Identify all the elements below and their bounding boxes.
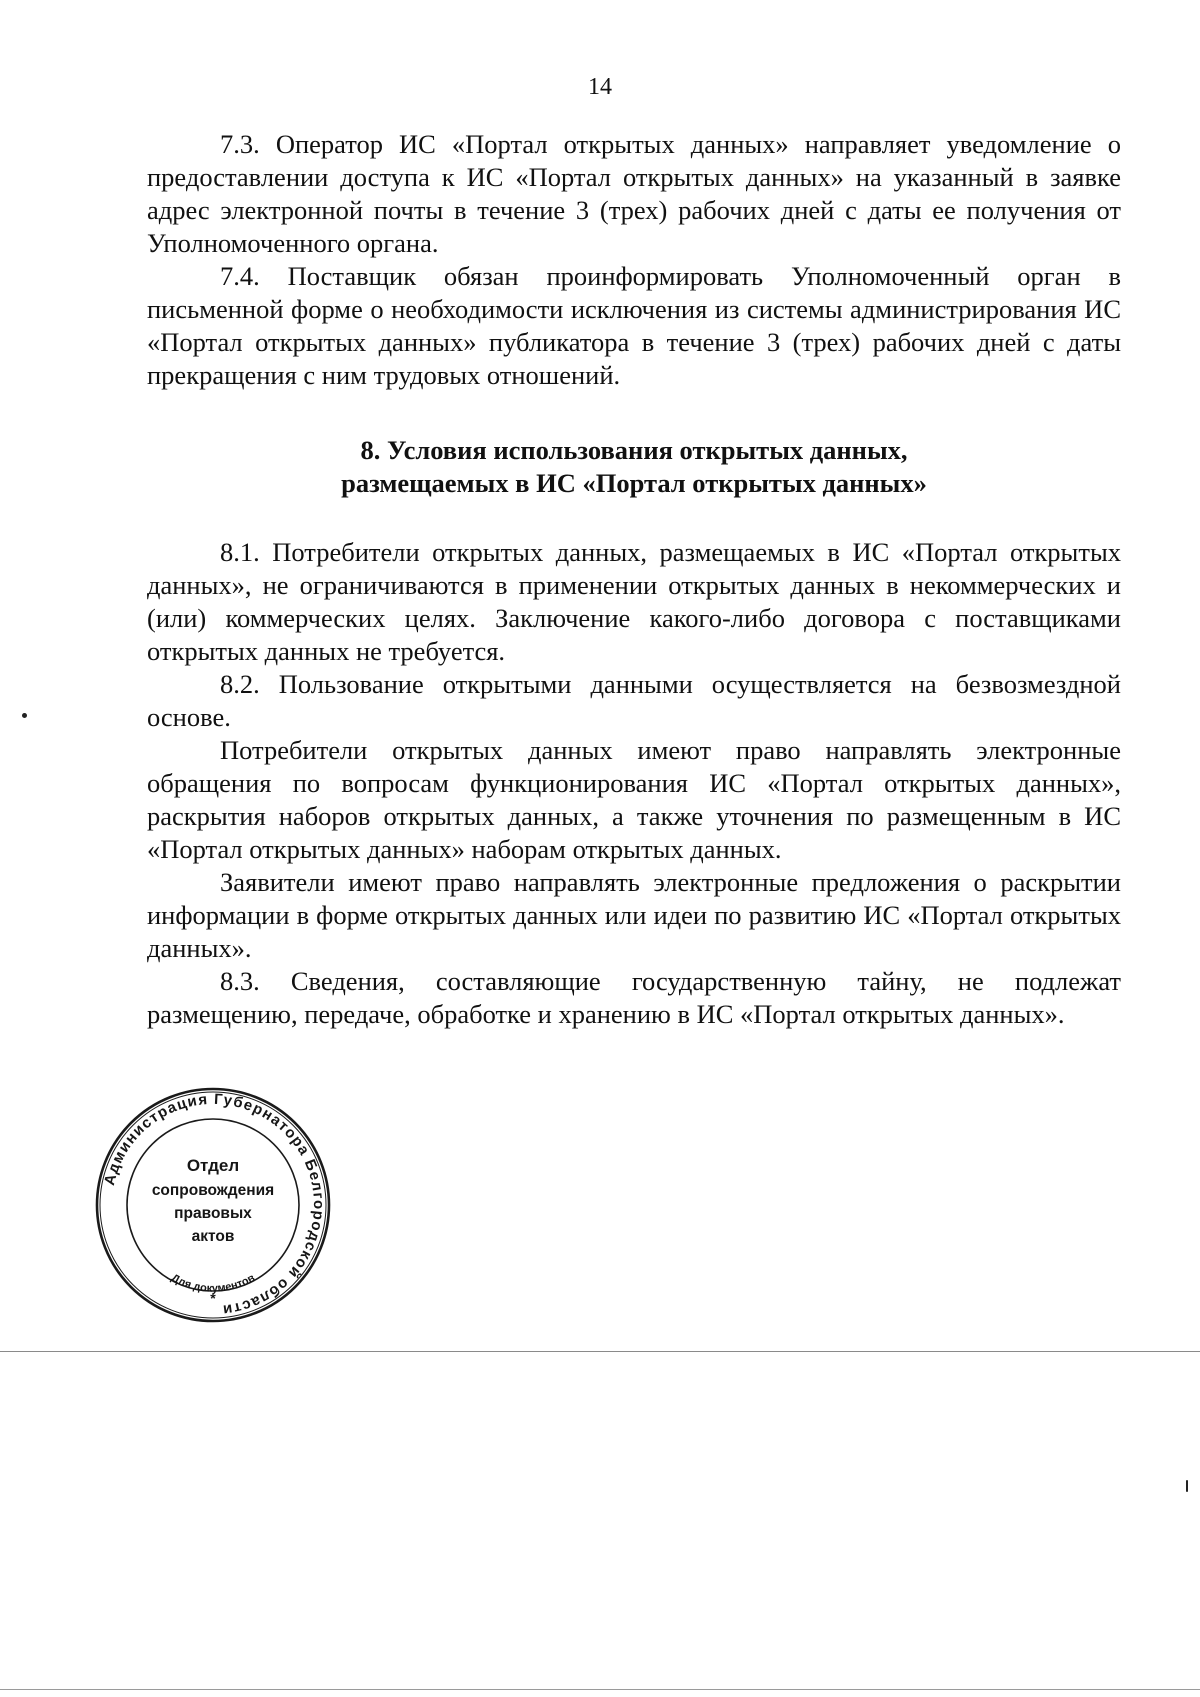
stamp-center-line-4: актов	[191, 1228, 235, 1245]
paragraph-7-3: 7.3. Оператор ИС «Портал открытых данных» направляет уведомление о предоставлении доступа к ИС «Портал открытых данных» на указанный в заявке адрес электронной почты в течение 3 (трех) рабочих дней с даты ее получения от Уполномоченного органа.	[147, 129, 1121, 258]
paragraph-8-3: 8.3. Сведения, составляющие государственную тайну, не подлежат размещению, передаче, обработке и хранению в ИС «Портал открытых данных».	[147, 966, 1121, 1029]
page-number: 14	[588, 74, 612, 100]
paragraph-applicants-rights: Заявители имеют право направлять электронные предложения о раскрытии информации в форме открытых данных или идеи по развитию ИС «Портал открытых данных».	[147, 867, 1121, 963]
paragraph-consumers-rights: Потребители открытых данных имеют право направлять электронные обращения по вопросам функционирования ИС «Портал открытых данных», раскрытия наборов открытых данных, а также уточнения по размещенным в ИС «Портал открытых данных» наборам открытых данных.	[147, 735, 1121, 864]
stamp-outer-text: Администрация Губернатора Белгородской области	[100, 1090, 328, 1319]
official-stamp	[93, 1085, 333, 1325]
stamp-center-line-1: Отдел	[186, 1156, 240, 1175]
section-heading-line-1: 8. Условия использования открытых данных,	[360, 435, 908, 465]
section-heading	[147, 434, 1121, 500]
scan-artifact-mark	[1186, 1480, 1188, 1492]
scan-divider-line	[0, 1351, 1200, 1352]
paragraph-8-1: 8.1. Потребители открытых данных, размещаемых в ИС «Портал открытых данных», не ограничиваются в применении открытых данных в некоммерческих и (или) коммерческих целях. Заключение какого-либо договора с поставщиками открытых данных не требуется.	[147, 537, 1121, 666]
scan-bottom-line	[0, 1689, 1200, 1690]
stamp-bottom-text: Для документов	[169, 1272, 257, 1295]
paragraph-7-4: 7.4. Поставщик обязан проинформировать Уполномоченный орган в письменной форме о необходимости исключения из системы администрирования ИС «Портал открытых данных» публикатора в течение 3 (трех) рабочих дней с даты прекращения с ним трудовых отношений.	[147, 261, 1121, 390]
document-body	[147, 128, 1121, 1031]
stamp-center-line-3: правовых	[174, 1205, 252, 1222]
scan-artifact-dot	[22, 713, 27, 718]
section-heading-line-2: размещаемых в ИС «Портал открытых данных»	[341, 468, 927, 498]
stamp-center-line-2: сопровождения	[151, 1182, 275, 1199]
stamp-star: *	[210, 1290, 216, 1306]
paragraph-8-2: 8.2. Пользование открытыми данными осуществляется на безвозмездной основе.	[147, 669, 1121, 732]
